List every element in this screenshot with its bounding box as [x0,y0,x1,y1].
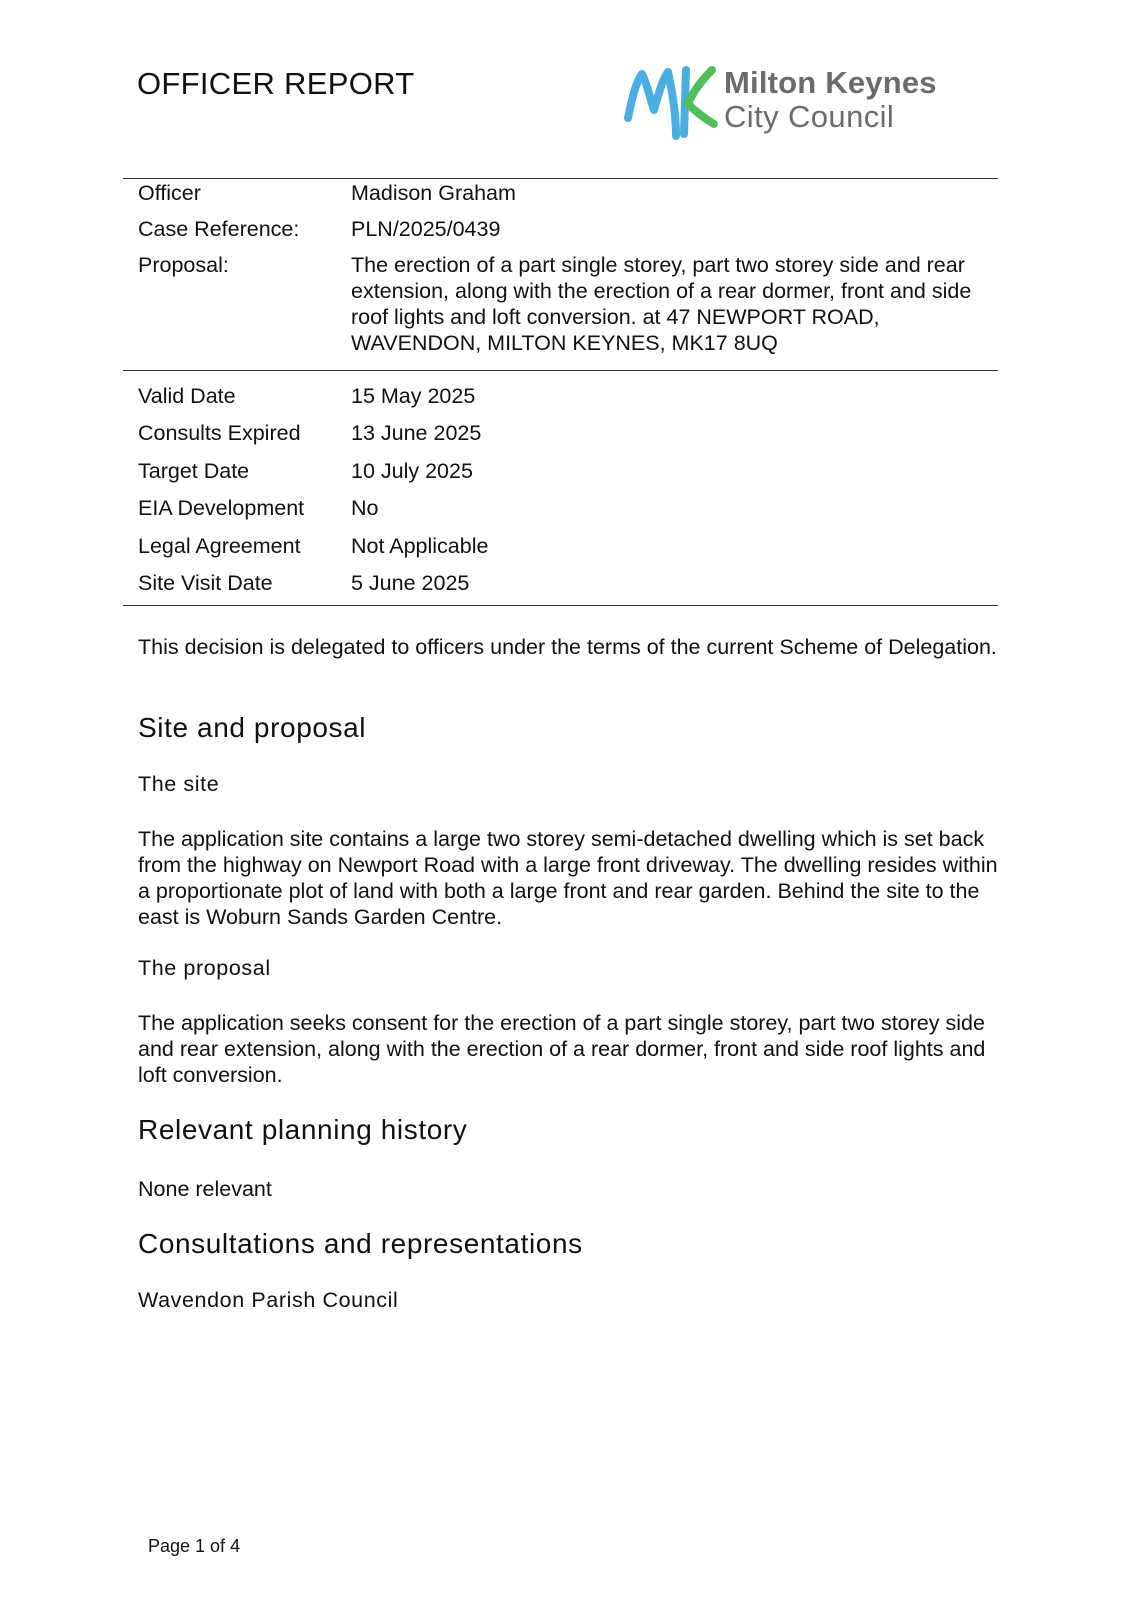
field-label: Case Reference: [138,217,300,241]
date-row [138,420,998,446]
dates-table [138,383,998,607]
case-detail-row [138,180,998,206]
field-value: 5 June 2025 [351,570,470,595]
field-label: EIA Development [138,496,305,521]
section-heading-planning-history: Relevant planning history [138,1114,468,1145]
table-middle-rule [123,370,998,371]
field-label: Valid Date [138,384,236,408]
field-value: Not Applicable [351,533,489,558]
date-row [138,383,998,409]
subheading-the-proposal: The proposal [138,956,271,980]
case-detail-row [138,216,998,242]
subheading-parish-council: Wavendon Parish Council [138,1288,399,1312]
date-row [138,533,998,559]
mk-logo-mark-icon [620,60,720,146]
table-top-rule [123,178,998,179]
logo-text-line2: City Council [724,99,895,134]
proposal-description: The application seeks consent for the erection of a part single storey, part two storey side and rear extension, along with the erection of a rear dormer, front and side roof lights and loft conversion. [138,1011,986,1087]
field-label: Site Visit Date [138,570,273,595]
delegation-statement: This decision is delegated to officers under the terms of the current Scheme of Delegation. [138,635,997,659]
date-row [138,495,998,521]
field-label: Proposal: [138,253,229,277]
section-heading-site-proposal: Site and proposal [138,712,367,743]
field-value: 13 June 2025 [351,421,482,446]
case-details-table [138,180,998,366]
table-bottom-rule [123,605,998,606]
report-title: OFFICER REPORT [137,66,415,101]
field-value: 10 July 2025 [351,458,473,483]
council-logo [620,60,1000,146]
field-label: Officer [138,181,201,205]
logo-text [724,66,937,134]
field-value: 15 May 2025 [351,384,476,408]
field-label: Legal Agreement [138,533,301,558]
field-value: No [351,496,379,521]
field-value: PLN/2025/0439 [351,217,501,241]
section-heading-consultations: Consultations and representations [138,1228,583,1259]
field-label: Target Date [138,458,250,483]
field-value: The erection of a part single storey, part two storey side and rear extension, along with the erection of a rear dormer, front and side roof lights and loft conversion. at 47 NEWPORT ROAD, WAVENDON, MILTON KEYNES, MK17 8UQ [351,253,972,355]
page-number: Page 1 of 4 [148,1536,241,1556]
site-description: The application site contains a large two storey semi-detached dwelling which is set back from the highway on Newport Road with a large front driveway. The dwelling resides within a proportionate plot of land with both a large front and rear garden. Behind the site to the east is Woburn Sands Garden Centre. [138,827,998,929]
field-value: Madison Graham [351,181,516,205]
planning-history-text: None relevant [138,1177,272,1201]
case-detail-row [138,252,998,356]
field-label: Consults Expired [138,421,301,446]
date-row [138,570,998,596]
logo-text-line1: Milton Keynes [724,65,937,100]
date-row [138,458,998,484]
subheading-the-site: The site [138,772,220,796]
